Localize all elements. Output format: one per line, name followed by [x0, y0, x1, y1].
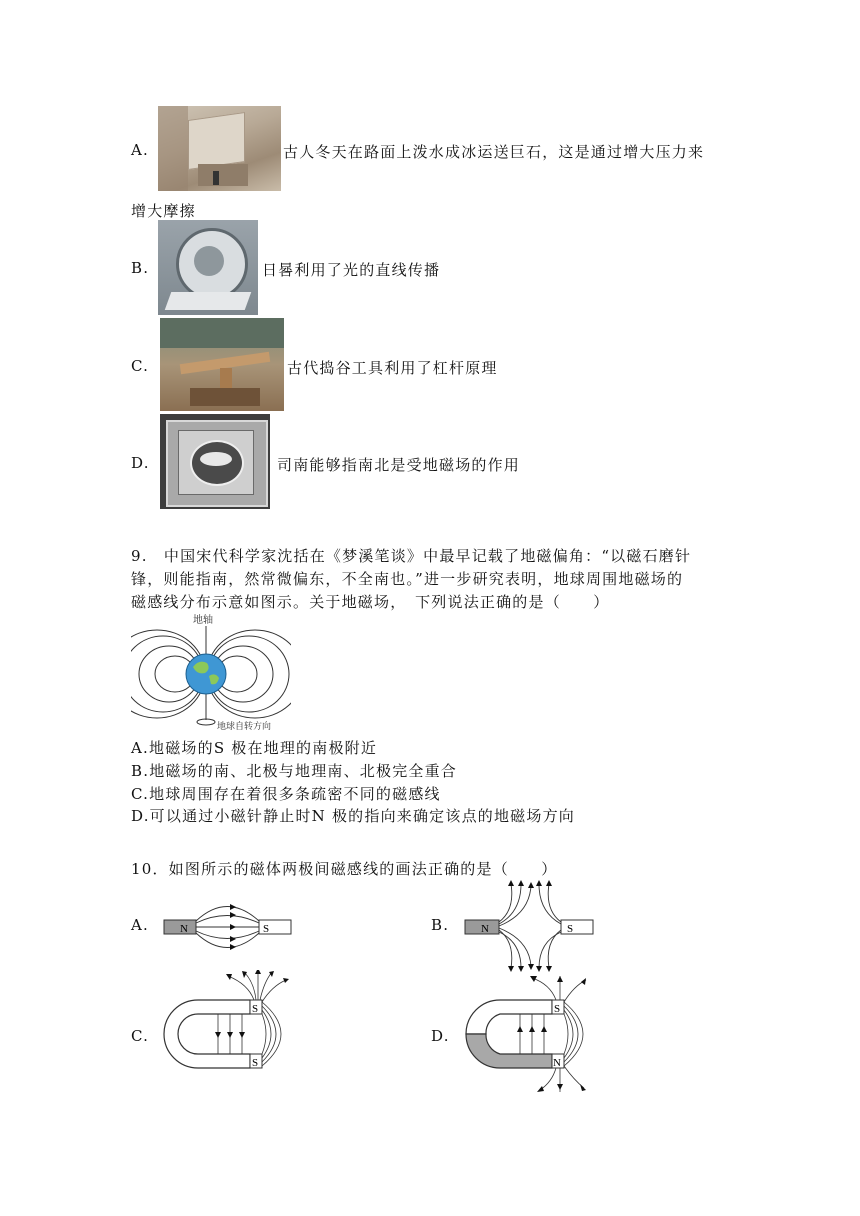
q10-option-d-letter: D. — [431, 1027, 450, 1045]
svg-text:S: S — [252, 1003, 259, 1015]
q8-option-a-text-cont: 增大摩擦 — [131, 202, 196, 220]
q8-option-a-text: 古人冬天在路面上泼水成冰运送巨石，这是通过增大压力来 — [283, 143, 705, 161]
svg-text:N: N — [553, 1057, 561, 1069]
svg-text:S: S — [252, 1057, 259, 1069]
earth-rotation-label: 地球自转方向 — [217, 721, 272, 731]
q8-option-d-letter: D. — [131, 454, 150, 472]
q9-stem-line1: 9. 中国宋代科学家沈括在《梦溪笔谈》中最早记载了地磁偏角：“以磁石磨针 — [131, 547, 692, 565]
q9-option-b: B.地磁场的南、北极与地理南、北极完全重合 — [131, 762, 458, 780]
q8-option-c-letter: C. — [131, 357, 150, 375]
earth-magnetic-field-figure — [131, 612, 291, 736]
q8-option-c-text: 古代捣谷工具利用了杠杆原理 — [287, 359, 498, 377]
q8-option-d-text: 司南能够指南北是受地磁场的作用 — [277, 456, 521, 474]
q10-option-c-figure — [158, 970, 308, 1098]
q9-option-d: D.可以通过小磁针静止时N 极的指向来确定该点的地磁场方向 — [131, 807, 575, 825]
svg-text:N: N — [481, 923, 489, 935]
q9-stem-line2: 锋，则能指南，然常微偏东，不全南也。”进一步研究表明，地球周围地磁场的 — [131, 570, 684, 588]
svg-text:S: S — [567, 923, 574, 935]
svg-text:S: S — [263, 923, 270, 935]
earth-axis-label: 地轴 — [193, 615, 213, 626]
sundial-photo — [158, 220, 258, 315]
q10-option-b-figure — [463, 880, 598, 972]
q10-option-d-figure — [460, 970, 610, 1098]
q10-option-b-letter: B. — [431, 916, 450, 934]
q10-option-c-letter: C. — [131, 1027, 150, 1045]
svg-text:S: S — [554, 1003, 561, 1015]
q10-option-a-letter: A. — [131, 916, 150, 934]
svg-text:N: N — [180, 923, 188, 935]
q9-option-c: C.地球周围存在着很多条疏密不同的磁感线 — [131, 785, 441, 803]
q9-option-a: A.地磁场的S 极在地理的南极附近 — [131, 739, 378, 757]
q9-stem-line3: 磁感线分布示意如图示。关于地磁场， 下列说法正确的是（ ） — [131, 593, 610, 611]
compass-photo — [160, 414, 270, 509]
stone-photo — [158, 106, 281, 191]
q10-stem: 10．如图所示的磁体两极间磁感线的画法正确的是（ ） — [131, 860, 558, 878]
q8-option-a-letter: A. — [131, 141, 150, 159]
mortar-photo — [160, 318, 284, 411]
q8-option-b-letter: B. — [131, 259, 150, 277]
q10-option-a-figure — [160, 888, 295, 968]
q8-option-b-text: 日晷利用了光的直线传播 — [262, 261, 441, 279]
